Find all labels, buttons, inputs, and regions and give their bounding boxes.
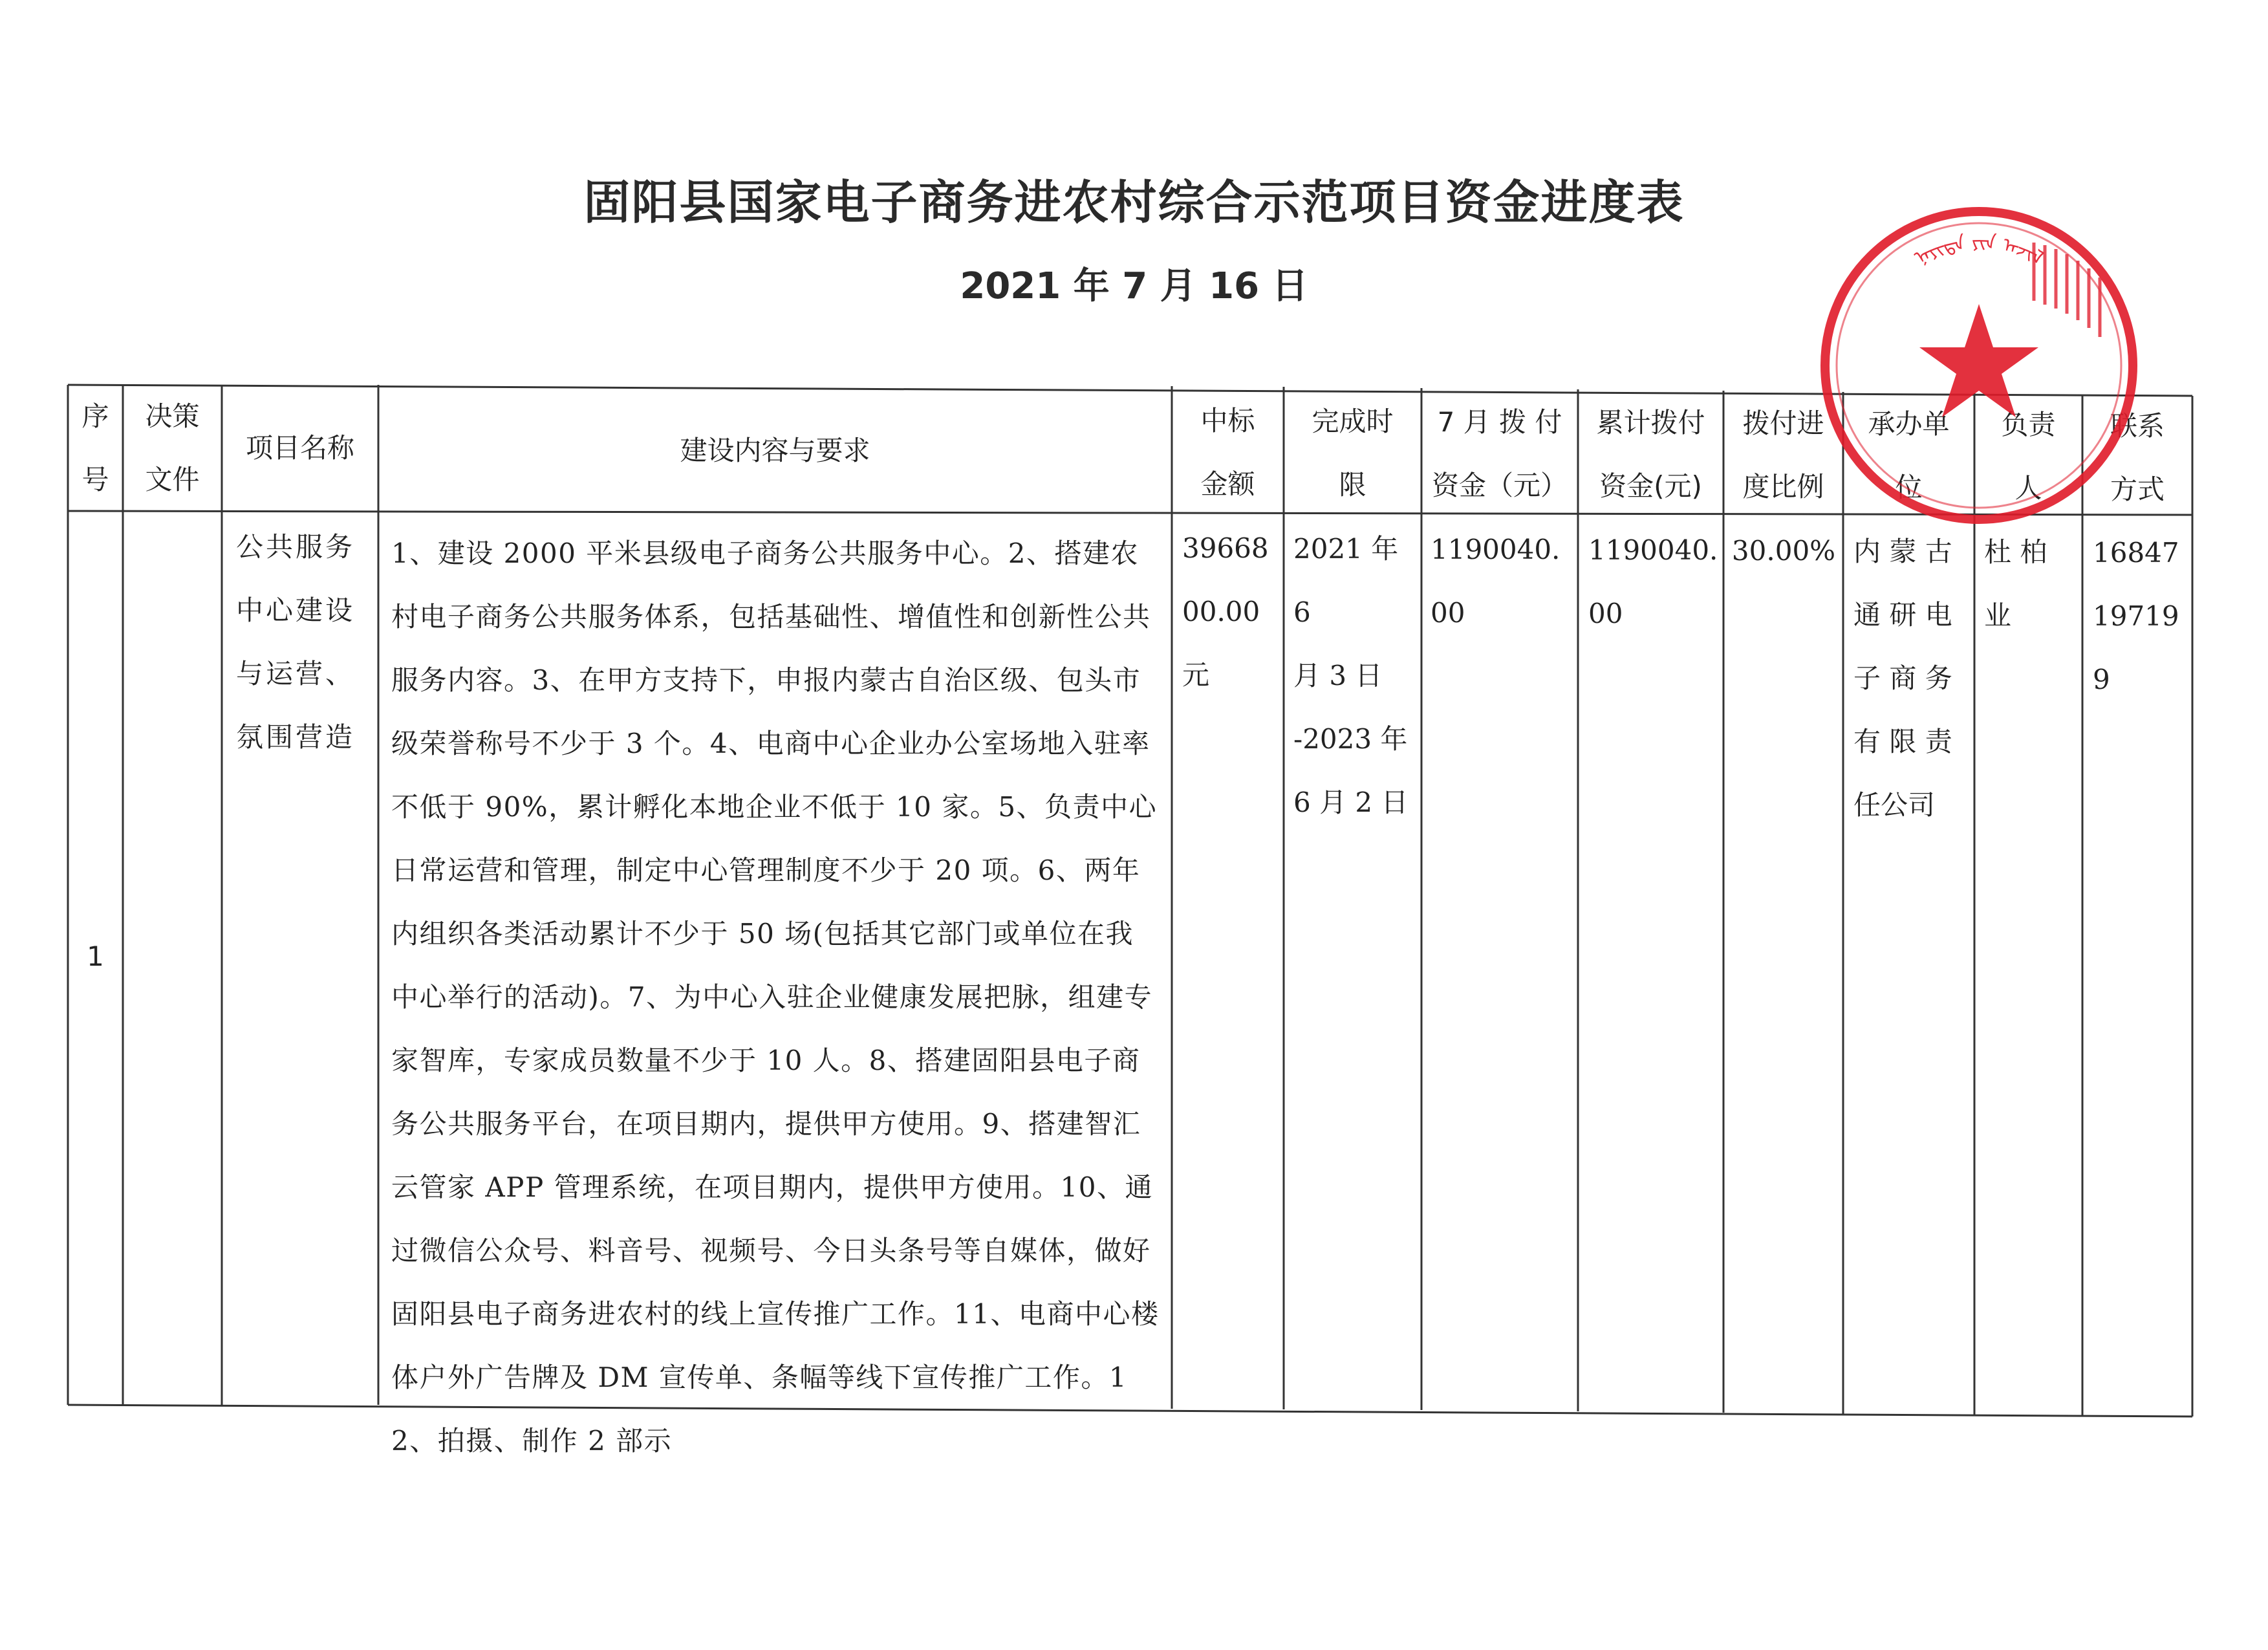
row-project-name: 公共服务 中心建设 与运营、 氛围营造 bbox=[236, 531, 356, 753]
svg-text:ᠨᠡᠶᠢᠲᠡ ᠶᠢᠨ ᠠᠵᠢᠯ bbox=[1911, 231, 2047, 270]
header-seq: 序 号 bbox=[81, 400, 109, 495]
document-title: 固阳县国家电子商务进农村综合示范项目资金进度表 bbox=[583, 175, 1685, 230]
row-contact: 16847 19719 9 bbox=[2093, 537, 2179, 695]
row-person-in-charge: 杜 柏 业 bbox=[1984, 536, 2047, 631]
row-july-funds: 1190040. 00 bbox=[1431, 534, 1561, 629]
header-project-name: 项目名称 bbox=[245, 432, 354, 464]
header-bid-amount: 中标 金额 bbox=[1200, 405, 1255, 500]
document-date: 2021 年 7 月 16 日 bbox=[960, 265, 1308, 307]
header-undertaker: 承办单 位 bbox=[1868, 408, 1950, 503]
row-undertaker: 内 蒙 古 通 研 电 子 商 务 有 限 责 任公司 bbox=[1853, 536, 1952, 821]
row-progress-ratio: 30.00% bbox=[1731, 535, 1836, 567]
row-seq: 1 bbox=[87, 940, 104, 972]
row-cumulative-funds: 1190040. 00 bbox=[1588, 534, 1718, 629]
star-icon bbox=[1919, 304, 2038, 417]
row-bid-amount: 39668 00.00 元 bbox=[1182, 532, 1269, 691]
header-deadline: 完成时 限 bbox=[1312, 406, 1394, 501]
row-deadline: 2021 年 6 月 3 日 -2023 年 6 月 2 日 bbox=[1293, 533, 1409, 818]
row-content: 1、建设 2000 平米县级电子商务公共服务中心。2、搭建农村电子商务公共服务体系，包括基础性、增值性和创新性公共服务内容。3、在甲方支持下，申报内蒙古自治区级、包头市级荣誉称号不少于 3 个。4、电商中心企业办公室场地入驻率不低于 90%，累计孵化本地企业不低于 10 家。5、负责中心日常运营和管理，制定中心管理制度不少于 20 项。6、两年内组织各类活动累计不少于 50 场(包括其它部门或单位在我中心举行的活动)。7、为中心入驻企业健康发展把脉，组建专家智库，专家成员数量不少于 10 人。8、搭建固阳县电子商务公共服务平台，在项目期内，提供甲方使用。9、搭建智汇云管家 APP 管理系统，在项目期内，提供甲方使用。10、通过微信公众号、料音号、视频号、今日头条号等自媒体，做好固阳县电子商务进农村的线上宣传推广工作。11、电商中心楼体户外广告牌及 DM 宣传单、条幅等线下宣传推广工作。12、拍摄、制作 2 部示 bbox=[391, 537, 1160, 1457]
header-decision-file: 决策 文件 bbox=[145, 400, 200, 495]
header-progress-ratio: 拨付进 度比例 bbox=[1742, 407, 1824, 503]
seal-ring-text: ᠨᠡᠶᠢᠲᠡ ᠶᠢᠨ ᠠᠵᠢᠯ bbox=[1910, 231, 2047, 270]
header-july-funds: 7 月 拨 付 资金（元） bbox=[1431, 406, 1568, 501]
header-contact: 联系 方式 bbox=[2110, 410, 2165, 505]
header-content: 建设内容与要求 bbox=[680, 435, 870, 466]
header-person-in-charge: 负责 人 bbox=[2001, 409, 2056, 504]
official-seal bbox=[1811, 197, 2147, 534]
header-cumulative-funds: 累计拨付 资金(元) bbox=[1596, 407, 1705, 502]
